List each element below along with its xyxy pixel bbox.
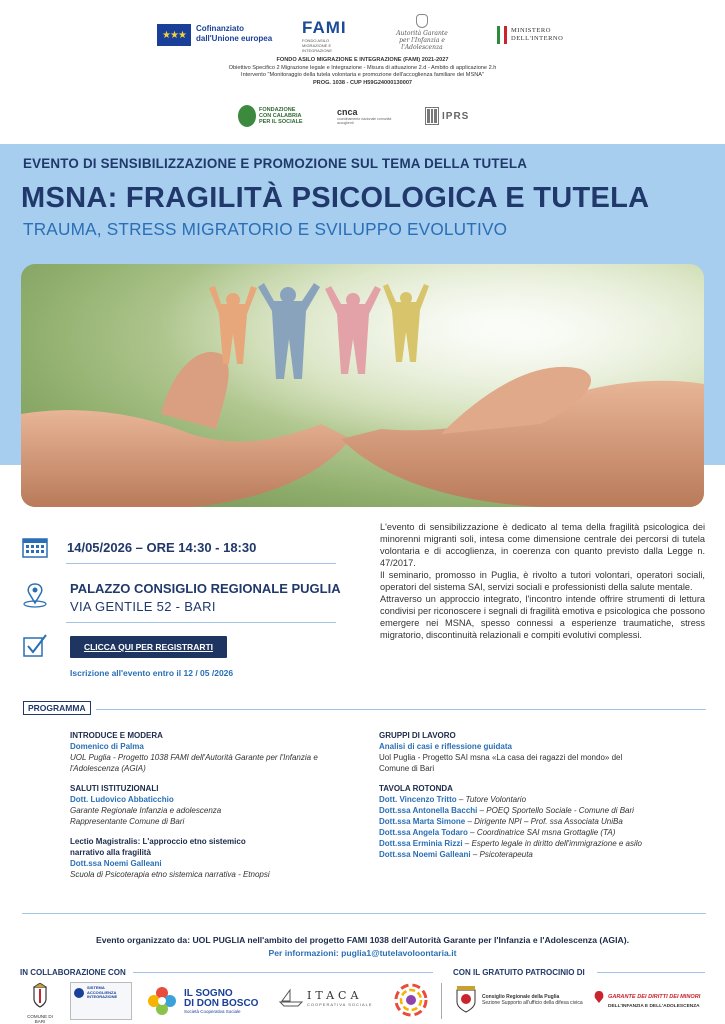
eu-flag-icon: ★★★ <box>157 24 191 46</box>
iprs-logo: IPRS <box>425 100 469 132</box>
page-subtitle: TRAUMA, STRESS MIGRATORIO E SVILUPPO EVOLUTIVO <box>23 219 508 239</box>
speaker-row: Dott. Vincenzo Tritto – Tutore Volontario <box>379 795 527 804</box>
venue-name: PALAZZO CONSIGLIO REGIONALE PUGLIA <box>70 581 341 596</box>
flower-icon <box>146 985 178 1017</box>
event-description <box>380 522 705 642</box>
divider <box>597 972 705 973</box>
divider <box>22 913 706 914</box>
ministero-interno-logo: MINISTERO DELL'INTERNO <box>497 26 563 44</box>
calendar-icon <box>22 536 48 558</box>
puglia-coat-icon <box>455 986 477 1014</box>
fami-logo: FAMI FONDO ASILO MIGRAZIONE E INTEGRAZIONE <box>302 18 347 53</box>
itaca-logo: ITACA COOPERATIVA SOCIALE <box>278 988 373 1008</box>
garante-diritti-minori-logo: GARANTE DEI DIRITTI DEI MINORI DELL'INFANZIA E DELL'ADOLESCENZA <box>593 990 705 1009</box>
divider <box>66 622 336 623</box>
sistema-accoglienza-logo: SISTEMA ACCOGLIENZA INTEGRAZIONE <box>70 982 132 1020</box>
divider <box>66 563 336 564</box>
patronage-label: CON IL GRATUITO PATROCINIO DI <box>453 968 585 977</box>
registration-deadline: Iscrizione all'evento entro il 12 / 05 /2026 <box>70 668 234 678</box>
boat-icon <box>278 988 304 1008</box>
fondazione-icon <box>238 105 256 127</box>
speaker-row: Dott.ssa Antonella Bacchi – POEQ Sportello Sociale - Comune di Bari <box>379 806 634 815</box>
emblem-icon <box>416 14 428 28</box>
description-paragraph: Attraverso un approccio integrato, l'incontro intende offrire strumenti di lettura condivisi per riconoscere i segnali di fragilità emotiva e psicologica che possono emergere nei MSNA, spesso connessi a esperienze traumatiche, stress migratorio, discontinuità relazionali e compiti evolutivi complessi. <box>380 593 705 640</box>
divider <box>96 709 706 710</box>
divider <box>133 972 433 973</box>
italy-flag-icon <box>497 26 507 44</box>
description-paragraph: L'evento di sensibilizzazione è dedicato al tema della fragilità psicologica dei minorenni migranti soli, intesa come dimensione centrale dei percorsi di tutela volontaria e di accoglienza, in coerenza con quanto previsto dalla Legge n. 47/2017. <box>380 522 705 568</box>
garante-icon <box>593 990 605 1004</box>
iprs-icon <box>425 107 439 125</box>
programma-left-column: INTRODUCE E MODERA Domenico di Palma UOL Puglia - Progetto 1038 FAMI dell'Autorità Garante per l'Infanzia e l'Adolescenza (AGIA) SALUTI ISTITUZIONALI Dott. Ludovico Abbaticchio Garante Regionale Infanzia e adolescenza Rappresentante Comune di Bari Lectio Magistralis: L'approccio etno sistemico narrativo alla fragilità Dott.ssa Noemi Galleani Scuola di Psicoterapia etno sistemica narrativa - Etnopsi <box>70 731 318 879</box>
coat-of-arms-icon <box>31 983 49 1009</box>
checkbox-check-icon <box>22 632 48 658</box>
hero-image-hands-paper-people <box>21 264 704 507</box>
autorita-garante-logo: Autorità Garante per l'Infanzia e l'Adolescenza <box>386 14 458 51</box>
page-title: MSNA: FRAGILITÀ PSICOLOGICA E TUTELA <box>21 182 650 214</box>
location-pin-icon <box>22 582 48 608</box>
venue-address: VIA GENTILE 52 - BARI <box>70 599 216 614</box>
event-type: EVENTO DI SENSIBILIZZAZIONE E PROMOZIONE SUL TEMA DELLA TUTELA <box>23 156 528 171</box>
contact-email-link[interactable]: Per informazioni: puglia1@tutelavoloontaria.it <box>268 948 457 958</box>
speaker-row: Dott.ssa Angela Todaro – Coordinatrice SAI msna Grottaglie (TA) <box>379 828 616 837</box>
speaker-row: Dott.ssa Marta Simone – Dirigente NPI – Prof. ssa Associata UniBa <box>379 817 623 826</box>
consiglio-regionale-puglia-logo: Consiglio Regionale della Puglia Sezione Supporto all'ufficio della difesa civica <box>455 986 583 1014</box>
programma-label: PROGRAMMA <box>23 701 91 715</box>
speaker-row: Dott.ssa Erminia Rizzi – Esperto legale in diritto dell'immigrazione e asilo <box>379 839 642 848</box>
colorful-circle-logo <box>393 982 429 1018</box>
fondo-info: FONDO ASILO MIGRAZIONE E INTEGRAZIONE (FAMI) 2021-2027 Obiettivo Specifico 2 Migrazione legale e Integrazione - Misura di attuazione 2.d - Ambito di applicazione 2.h Intervento "Monitoraggio della tutela volontaria e promozione dell'accoglienza familiare dei MSNA" PROG. 1038 - CUP H59G24000130007 <box>228 57 497 86</box>
eu-cofinanziato-text: Cofinanziato dall'Unione europea <box>196 24 273 43</box>
event-date: 14/05/2026 – ORE 14:30 - 18:30 <box>67 540 257 555</box>
sai-icon <box>74 988 84 998</box>
il-sogno-di-don-bosco-logo: IL SOGNO DI DON BOSCO Società Cooperativa Sociale <box>146 985 258 1017</box>
programma-right-column: GRUPPI DI LAVORO Analisi di casi e riflessione guidata Uol Puglia - Progetto SAI msna «La casa dei ragazzi del mondo» del Comune di Bari TAVOLA ROTONDA Dott. Vincenzo Tritto – Tutore Volontario Dott.ssa Antonella Bacchi – POEQ Sportello Sociale - Comune di Bari Dott.ssa Marta Simone – Dirigente NPI – Prof. ssa Associata UniBa Dott.ssa Angela Todaro – Coordinatrice SAI msna Grottaglie (TA) Dott.ssa Erminia Rizzi – Esperto legale in diritto dell'immigrazione e asilo Dott.ssa Noemi Galleani – Psicoterapeuta <box>379 730 699 860</box>
organizer-note: Evento organizzato da: UOL PUGLIA nell'ambito del progetto FAMI 1038 dell'Autorità Garante per l'Infanzia e l'Adolescenza (AGIA). <box>96 935 629 945</box>
collaboration-label: IN COLLABORAZIONE CON <box>20 968 126 977</box>
register-button[interactable]: CLICCA QUI PER REGISTRARTI <box>70 636 227 658</box>
comune-di-bari-logo: COMUNE DI BARI <box>22 983 58 1024</box>
fondazione-con-calabria-logo: FONDAZIONE CON CALABRIA PER IL SOCIALE <box>238 100 303 132</box>
description-paragraph: Il seminario, promosso in Puglia, è rivolto a tutori volontari, operatori sociali, operatori del sistema SAI, servizi sociali e professionisti della salute mentale. <box>380 569 705 592</box>
cnca-logo: cnca coordinamento nazionale comunità accoglienti <box>337 107 392 125</box>
divider <box>441 983 442 1019</box>
speaker-row: Dott.ssa Noemi Galleani – Psicoterapeuta <box>379 850 533 859</box>
